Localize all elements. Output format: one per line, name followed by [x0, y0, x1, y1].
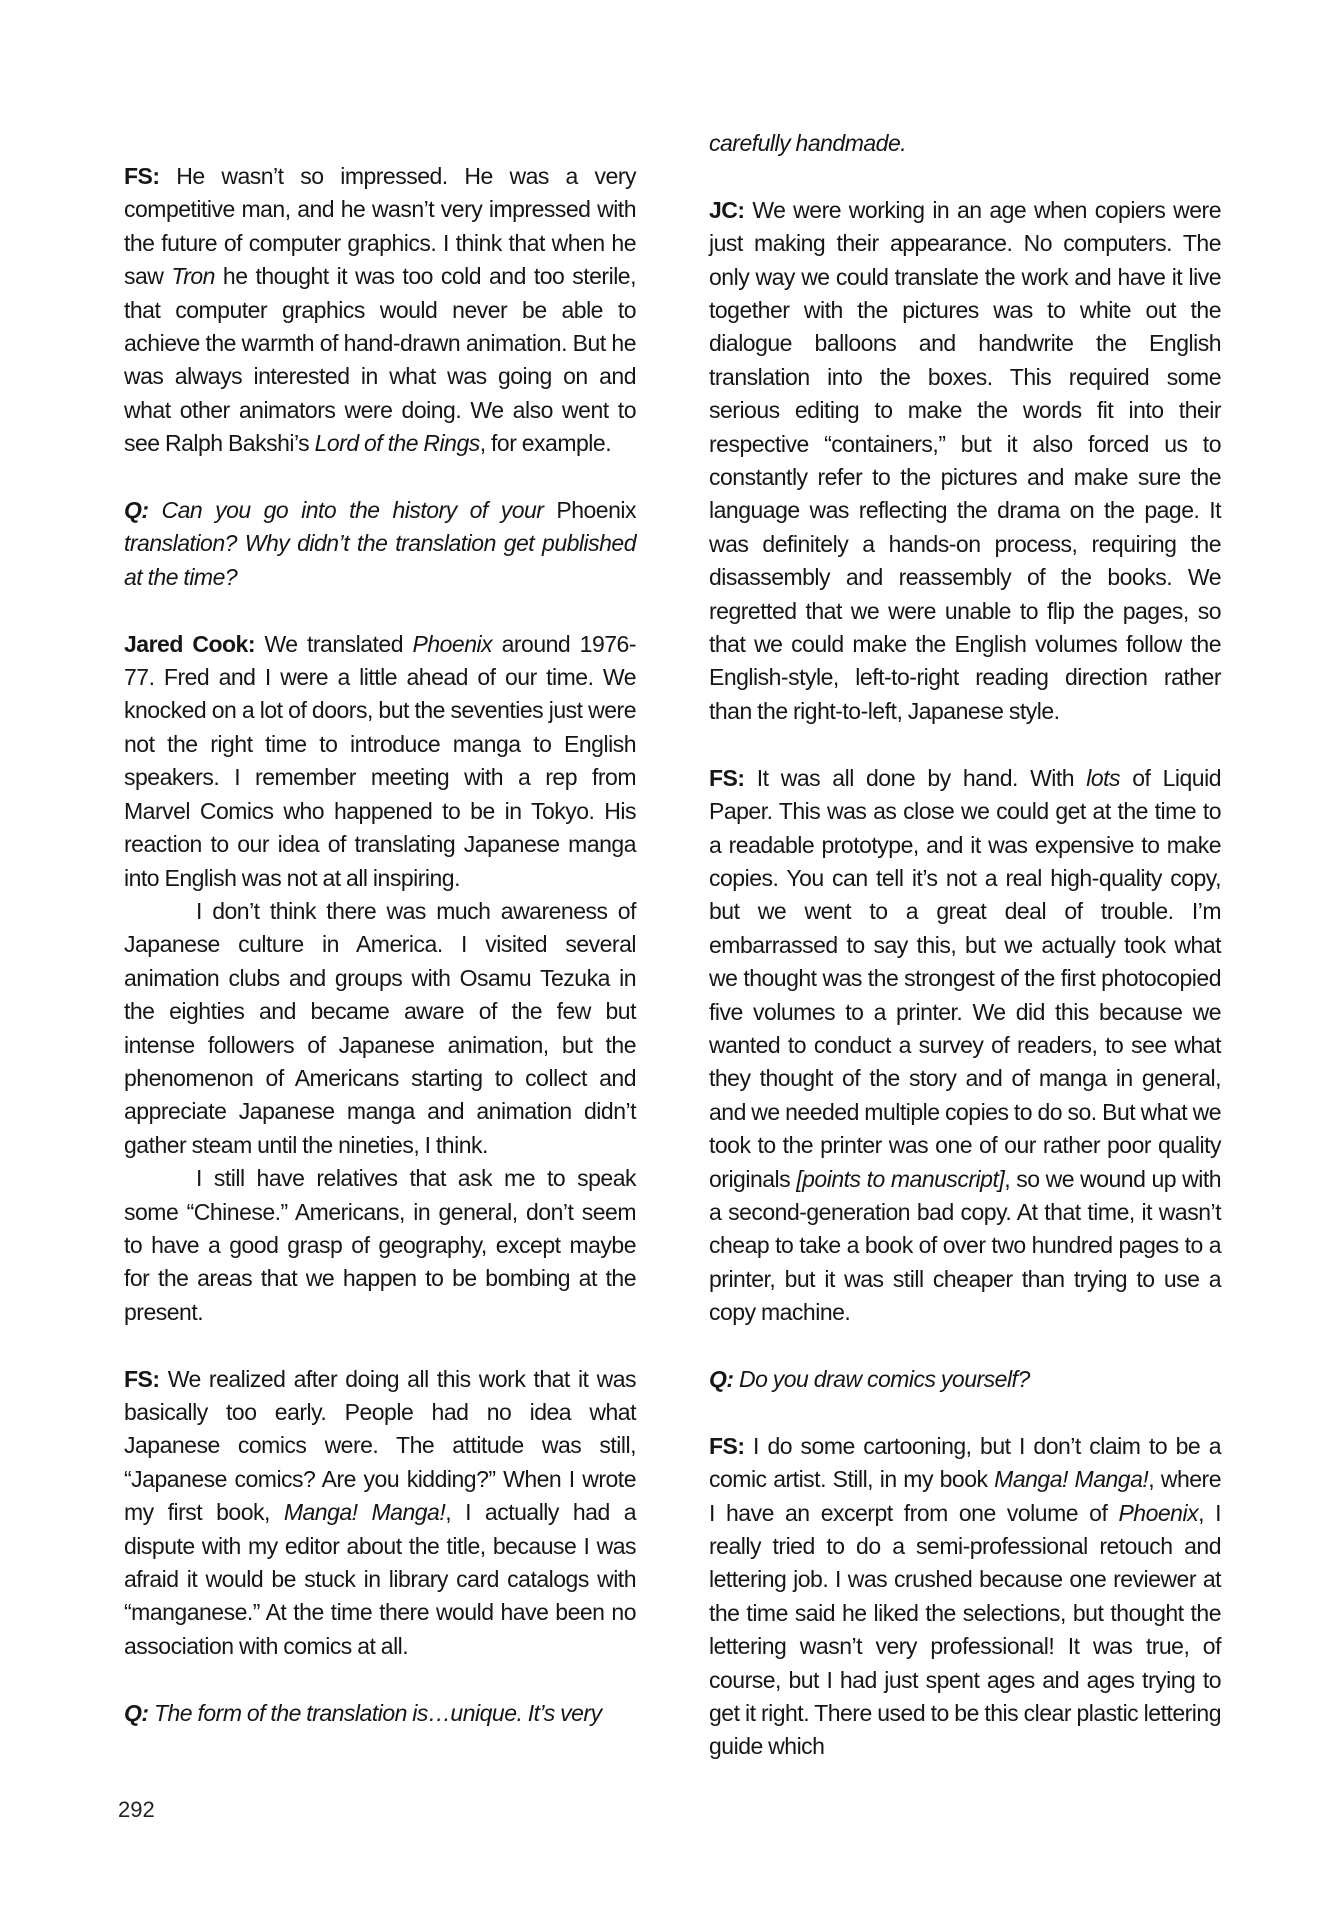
paragraph-fs-cartooning — [709, 1430, 1221, 1764]
italic-title: Manga! Manga! — [283, 1499, 446, 1526]
paragraph-text: We realized after doing all this work that it was basically too early. People had no idea what Japanese comics were. The attitude was still, “Japanese comics? Are you kidding?” When I wrote my first book, — [124, 1365, 636, 1526]
paragraph-jared-cook — [124, 628, 636, 895]
paragraph-text: We translated — [255, 630, 413, 657]
paragraph-relatives: I still have relatives that ask me to speak some “Chinese.” Americans, in general, don’t seem to have a good grasp of geography, except maybe for the areas that we happen to be bombing at the present. — [124, 1165, 636, 1325]
left-column — [124, 160, 636, 1730]
paragraph-text: I do some cartooning, but I don’t claim to be a comic artist. Still, in my book — [709, 1432, 1221, 1493]
paragraph-text: , so we wound up with a second-generation bad copy. At that time, it wasn’t cheap to take a book of over two hundred pages to a printer, but it was still cheaper than trying to use a copy machine. — [709, 1165, 1222, 1326]
speaker-label: Q: — [124, 1699, 149, 1726]
italic-word: lots — [1086, 764, 1121, 791]
paragraph-fs-by-hand — [709, 762, 1221, 1330]
question-continuation: carefully handmade. — [709, 130, 907, 156]
paragraph-text: He wasn’t so impressed. He was a very competitive man, and he wasn’t very impressed with the future of computer graphics. I think that when he saw — [124, 163, 636, 290]
italic-title: Phoenix — [1118, 1499, 1199, 1526]
question-draw-comics — [709, 1363, 1221, 1396]
paragraph-text: of Liquid Paper. This was as close we could get at the time to a readable prototype, and it was expensive to make copies. You can tell it’s not a real high-quality copy, but we went to a great deal of trouble. I’m embarrassed to say this, but we actually took what we thought was the strongest of the first photocopied five volumes to a printer. We did this because we wanted to conduct a survey of readers, to see what they thought of the story and of manga in general, and we needed multiple copies to do so. But what we took to the printer was one of our rather poor quality originals — [709, 764, 1222, 1192]
italic-title: Phoenix — [412, 630, 493, 657]
italic-title: Lord of the Rings — [314, 430, 480, 457]
right-column — [709, 127, 1221, 1764]
paragraph-text: , I really tried to do a semi-professional retouch and lettering job. I was crushed because one reviewer at the time said he liked the selections, but thought the lettering wasn’t very professional! It was true, of course, but I had just spent ages and ages trying to get it right. There used to be this clear plastic lettering guide which — [709, 1499, 1221, 1760]
paragraph-text: he thought it was too cold and too sterile, that computer graphics would never be able to achieve the warmth of hand-drawn animation. But he was always interested in what was going on and what other animators were doing. We also went to see Ralph Bakshi’s — [124, 263, 636, 457]
question-text: Do you draw comics yourself? — [733, 1365, 1030, 1392]
upright-title: Phoenix — [556, 497, 636, 524]
speaker-label: FS: — [124, 1365, 160, 1392]
speaker-label: FS: — [709, 1432, 745, 1459]
paragraph-awareness: I don’t think there was much awareness of Japanese culture in America. I visited several animation clubs and groups with Osamu Tezuka in the eighties and became aware of the few but intense followers of Japanese animation, but the phenomenon of Americans starting to collect and appreciate Japanese manga and animation didn’t gather steam until the nineties, I think. — [124, 897, 636, 1158]
question-text: Can you go into the history of your — [148, 497, 557, 524]
paragraph-fs-too-early — [124, 1363, 636, 1664]
paragraph-text: , for example. — [479, 430, 612, 457]
speaker-label: Q: — [709, 1365, 734, 1392]
paragraph-text: We were working in an age when copiers were just making their appearance. No computers. The only way we could translate the work and have it live together with the pictures was to white out the dialogue balloons and handwrite the English translation into the boxes. This required some serious editing to make the words fit into their respective “containers,” but it also forced us to constantly refer to the pictures and make sure the language was reflecting the drama on the page. It was definitely a hands-on process, requiring the disassembly and reassembly of the books. We regretted that we were unable to flip the pages, so that we could make the English volumes follow the English-style, left-to-right reading direction rather than the right-to-left, Japanese style. — [709, 196, 1221, 724]
question-phoenix-history — [124, 494, 636, 594]
paragraph-text: , I actually had a dispute with my editor about the title, because I was afraid it would be stuck in library card catalogs with “manganese.” At the time there would have been no association with comics at all. — [124, 1499, 636, 1659]
speaker-label: FS: — [709, 764, 745, 791]
paragraph-fs-tron — [124, 160, 636, 461]
italic-title: Manga! Manga! — [994, 1466, 1149, 1493]
italic-title: Tron — [171, 263, 215, 290]
paragraph-text: around 1976-77. Fred and I were a little ahead of our time. We knocked on a lot of doors, but the seventies just were not the right time to introduce manga to English speakers. I remember meeting with a rep from Marvel Comics who happened to be in Tokyo. His reaction to our idea of translating Japanese manga into English was not at all inspiring. — [124, 630, 636, 891]
page-number: 292 — [118, 1797, 155, 1822]
paragraph-jc-copiers — [709, 194, 1221, 729]
speaker-label: Q: — [124, 497, 149, 524]
italic-aside: [points to manuscript] — [796, 1165, 1005, 1192]
paragraph-text: , where I have an excerpt from one volume of — [709, 1466, 1221, 1526]
question-text: The form of the translation is…unique. It’s very — [148, 1699, 602, 1726]
question-text: translation? Why didn’t the translation get published at the time? — [124, 530, 636, 590]
paragraph-text: It was all done by hand. With — [744, 764, 1087, 791]
speaker-label: Jared Cook: — [124, 630, 255, 657]
speaker-label: JC: — [709, 196, 745, 223]
question-translation-form — [124, 1697, 636, 1730]
speaker-label: FS: — [124, 163, 160, 189]
